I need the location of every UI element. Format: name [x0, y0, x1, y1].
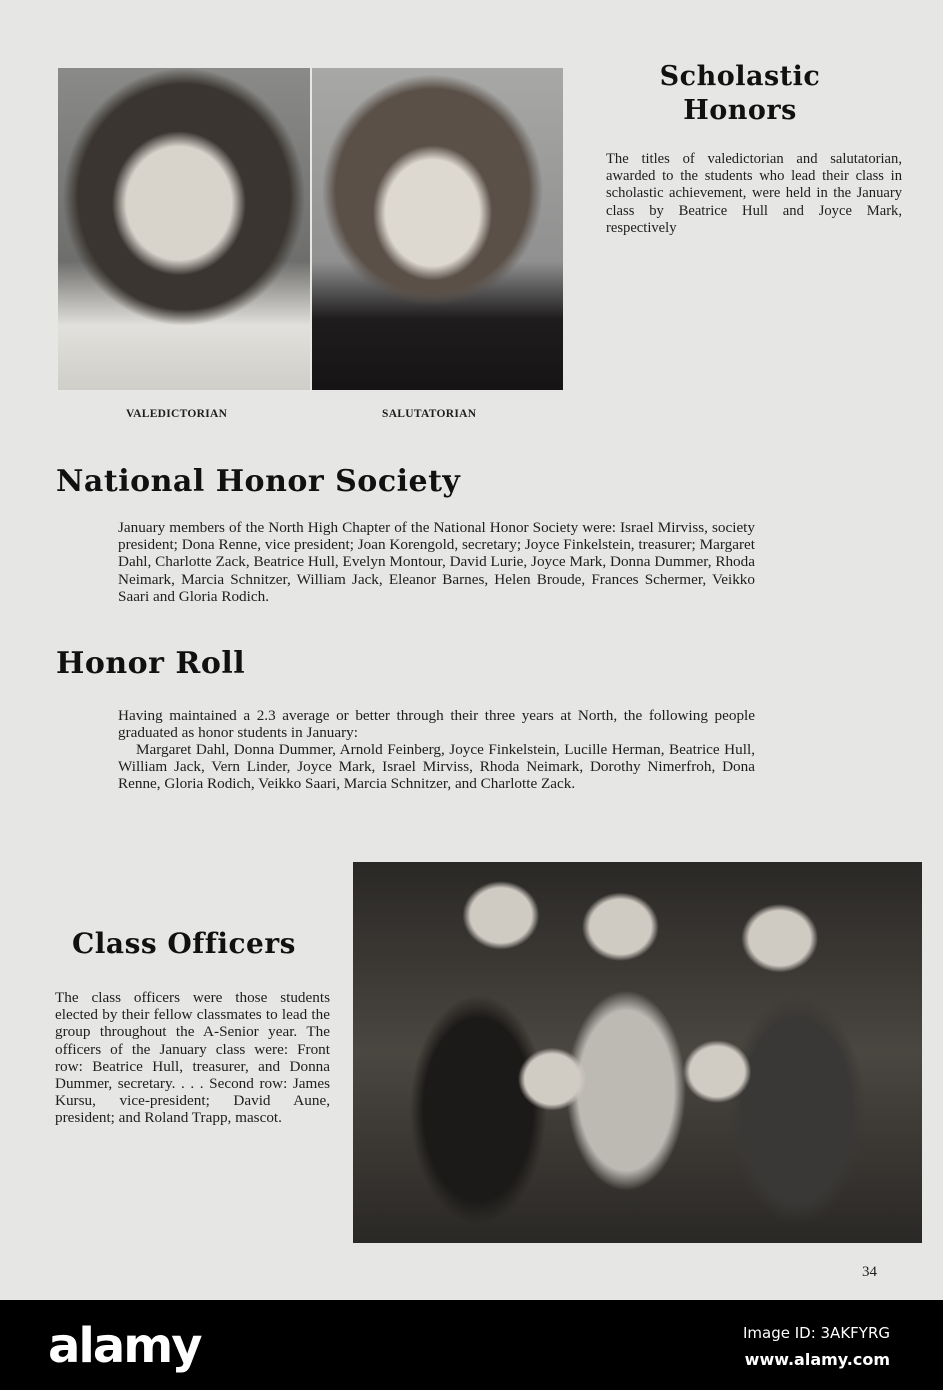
class-officers-photo — [353, 862, 922, 1243]
valedictorian-photo — [58, 68, 310, 390]
honor-roll-intro: Having maintained a 2.3 average or better through their three years at North, the following people graduated as honor students in January: — [118, 707, 755, 742]
scholastic-title-line1: Scholastic — [659, 61, 821, 92]
alamy-url: www.alamy.com — [744, 1350, 890, 1369]
honor-roll-names: Margaret Dahl, Donna Dummer, Arnold Feinberg, Joyce Finkelstein, Lucille Herman, Beatrice Hull, William Jack, Vern Linder, Joyce Mark, Israel Mirviss, Rhoda Neimark, Dorothy Nimerfroh, Dona Renne, Gloria Rodich, Veikko Saari, Marcia Schnitzer, and Charlotte Zack. — [118, 741, 755, 793]
valedictorian-caption: VALEDICTORIAN — [126, 408, 228, 420]
image-id: Image ID: 3AKFYRG — [742, 1324, 890, 1342]
scholastic-title — [600, 60, 880, 128]
honor-roll-title: Honor Roll — [56, 646, 246, 681]
class-officers-body: The class officers were those students elected by their fellow classmates to lead the group throughout the A-Senior year. The officers of the January class were: Front row: Beatrice Hull, treasurer, and Donna Dummer, secretary. . . . Second row: James Kursu, vice-president; David Aune, president; and Roland Trapp, mascot. — [55, 989, 330, 1127]
scholastic-body: The titles of valedictorian and salutatorian, awarded to the students who lead their class in scholastic achievement, were held in the January class by Beatrice Hull and Joyce Mark, respectively — [606, 151, 902, 236]
nhs-title: National Honor Society — [56, 464, 461, 499]
nhs-body: January members of the North High Chapter of the National Honor Society were: Israel Mirviss, society president; Dona Renne, vice president; Joan Korengold, secretary; Joyce Finkelstein, treasurer; Margaret Dahl, Charlotte Zack, Beatrice Hull, Evelyn Montour, David Lurie, Joyce Mark, Donna Dummer, Rhoda Neimark, Marcia Schnitzer, William Jack, Eleanor Barnes, Helen Broude, Frances Schermer, Veikko Saari and Gloria Rodich. — [118, 519, 755, 605]
watermark-footer — [0, 1300, 943, 1390]
alamy-logo: alamy — [48, 1318, 201, 1374]
class-officers-title: Class Officers — [72, 927, 296, 960]
page-number: 34 — [862, 1264, 877, 1280]
salutatorian-photo — [312, 68, 563, 390]
scholastic-title-line2: Honors — [683, 95, 797, 126]
salutatorian-caption: SALUTATORIAN — [382, 408, 477, 420]
